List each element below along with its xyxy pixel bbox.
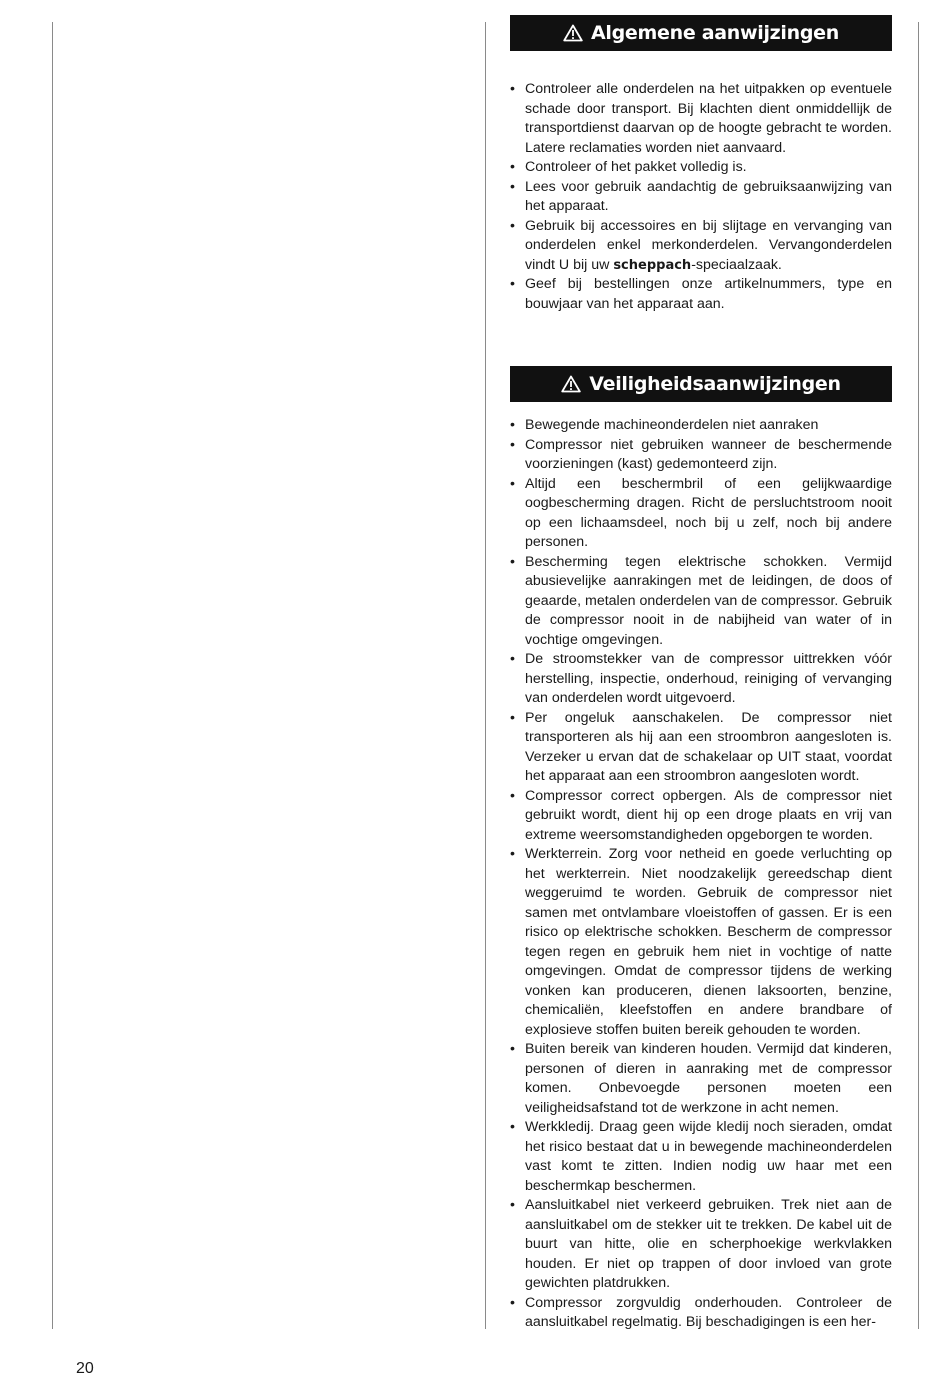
list-item: • Per ongeluk aanschakelen. De compressor niet transporteren als hij aan een stroombron aangesloten is. Verzeker u ervan dat de schakelaar op UIT staat, voordat het apparaat aan een stroombron aangesloten wordt.: [510, 709, 892, 787]
brand-name: scheppach: [613, 257, 692, 273]
list-item: [510, 217, 892, 276]
list-item: • Werkterrein. Zorg voor netheid en goede verluchting op het werkterrein. Niet noodzakelijk gereedschap dient weggeruimd te worden. Gebruik de compressor niet samen met ontvlambare vloeistoffen of gassen. Er is een risico op elektrische schokken. Bescherm de compressor tegen regen en gebruik hem niet in vochtige of natte omgevingen. Omdat de compressor tijdens de werking vonken kan produceren, dienen laksoorten, benzine, chemicaliën, kleefstoffen en andere brandbare of explosieve stoffen buiten bereik gehouden te worden.: [510, 845, 892, 1040]
safety-instructions-title: Veiligheidsaanwijzingen: [589, 373, 841, 395]
list-item: • Aansluitkabel niet verkeerd gebruiken. Trek niet aan de aansluitkabel om de stekker uit te trekken. De kabel uit de buurt van hitte, olie en scherphoekige werkvlakken houden. Er niet op trappen of door invloed van grote gewichten platdrukken.: [510, 1196, 892, 1294]
list-item: • Werkkledij. Draag geen wijde kledij noch sieraden, omdat het risico bestaat dat u in bewegende machineonderdelen vast komt te zitten. Indien nodig uw haar met een beschermkap beschermen.: [510, 1118, 892, 1196]
list-item: • De stroomstekker van de compressor uittrekken vóór herstelling, inspectie, onderhoud, reiniging of vervanging van onderdelen wordt uitgevoerd.: [510, 650, 892, 709]
list-item: • Bewegende machineonderdelen niet aanraken: [510, 416, 892, 436]
right-margin-rule: [918, 22, 919, 1329]
page-number: 20: [76, 1360, 94, 1377]
list-item: • Bescherming tegen elektrische schokken. Vermijd abusievelijke aanrakingen met de leidingen, de doos of geaarde, metalen onderdelen van de compressor. Gebruik de compressor nooit in de nabijheid van water of in vochtige omgevingen.: [510, 553, 892, 651]
list-item: • Compressor zorgvuldig onderhouden. Controleer de aansluitkabel regelmatig. Bij beschadigingen is een her-: [510, 1294, 892, 1333]
list-item: • Compressor correct opbergen. Als de compressor niet gebruikt wordt, dient hij op een droge plaats en vrij van extreme weersomstandigheden opgeborgen te worden.: [510, 787, 892, 846]
list-item: • Controleer alle onderdelen na het uitpakken op eventuele schade door transport. Bij klachten dient onmiddellijk de transportdienst daarvan op de hoogte gebracht te worden. Latere reclamaties worden niet aanvaard.: [510, 80, 892, 158]
general-instructions-section: [510, 15, 892, 314]
safety-instructions-header: [510, 366, 892, 402]
list-item: • Compressor niet gebruiken wanneer de beschermende voorzieningen (kast) gedemonteerd zijn.: [510, 436, 892, 475]
list-item: • Buiten bereik van kinderen houden. Vermijd dat kinderen, personen of dieren in aanraking met de compressor komen. Onbevoegde personen moeten een veiligheidsafstand tot de werkzone in acht nemen.: [510, 1040, 892, 1118]
center-column-rule: [485, 22, 486, 1329]
warning-triangle-icon: [563, 24, 583, 42]
general-instructions-header: [510, 15, 892, 51]
list-item: • Altijd een beschermbril of een gelijkwaardige oogbescherming dragen. Richt de persluchtstroom nooit op een lichaamsdeel, noch bij u zelf, noch bij andere personen.: [510, 475, 892, 553]
list-item: • Lees voor gebruik aandachtig de gebruiksaanwijzing van het apparaat.: [510, 178, 892, 217]
safety-instructions-list: [510, 416, 892, 1333]
list-item-text: Gebruik bij accessoires en bij slijtage en vervanging van onderdelen enkel merkonderdelen. Vervangonderdelen vindt U bij uw: [525, 217, 892, 273]
safety-instructions-section: [510, 366, 892, 1333]
general-instructions-list: [510, 80, 892, 314]
list-item: • Controleer of het pakket volledig is.: [510, 158, 892, 178]
brand-suffix: -speciaalzaak.: [691, 256, 782, 273]
left-margin-rule: [52, 22, 53, 1329]
warning-triangle-icon: [561, 375, 581, 393]
general-instructions-title: Algemene aanwijzingen: [591, 22, 839, 44]
list-item: • Geef bij bestellingen onze artikelnummers, type en bouwjaar van het apparaat aan.: [510, 275, 892, 314]
